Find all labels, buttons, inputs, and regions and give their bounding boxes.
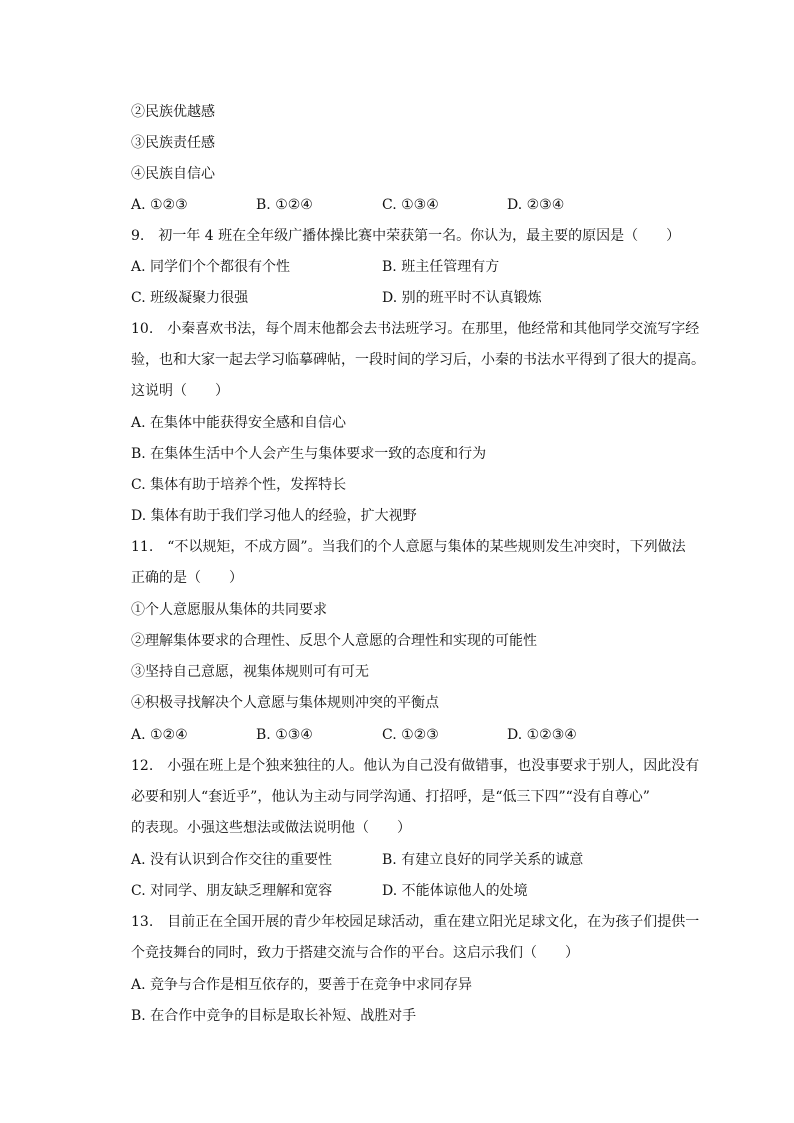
q10-stem-line3: 这说明（ ） [131, 383, 229, 399]
q11-option-d: D. ①②③④ [507, 727, 577, 743]
q9-option-b: B. 班主任管理有方 [382, 259, 500, 275]
q10-option-a: A. 在集体中能获得安全感和自信心 [131, 415, 347, 431]
q9-option-c: C. 班级凝聚力很强 [131, 290, 249, 306]
q11-stem-line2: 正确的是（ ） [131, 570, 243, 586]
q11-option-c: C. ①②③ [382, 727, 439, 743]
q10-option-c: C. 集体有助于培养个性，发挥特长 [131, 477, 347, 493]
q8-option-b: B. ①②④ [256, 197, 313, 213]
q9-stem: 9. 初一年 4 班在全年级广播体操比赛中荣获第一名。你认为，最主要的原因是（ ） [131, 228, 681, 244]
q13-stem-line2: 个竞技舞台的同时，致力于搭建交流与合作的平台。这启示我们（ ） [131, 945, 579, 961]
statement-2: ②民族优越感 [131, 104, 215, 120]
q11-statement-1: ①个人意愿服从集体的共同要求 [131, 602, 327, 618]
q8-option-d: D. ②③④ [507, 197, 565, 213]
q13-option-a: A. 竞争与合作是相互依存的，要善于在竞争中求同存异 [131, 977, 473, 993]
q12-stem-line2: 必要和别人“套近乎”，他认为主动与同学沟通、打招呼，是“低三下四”“没有自尊心” [131, 789, 650, 805]
q11-statement-4: ④积极寻找解决个人意愿与集体规则冲突的平衡点 [131, 695, 439, 711]
q11-option-a: A. ①②④ [131, 727, 188, 743]
q12-option-c: C. 对同学、朋友缺乏理解和宽容 [131, 883, 333, 899]
q9-option-a: A. 同学们个个都很有个性 [131, 259, 291, 275]
q13-stem-line1: 13. 目前正在全国开展的青少年校园足球活动，重在建立阳光足球文化，在为孩子们提供一 [131, 914, 700, 930]
q12-option-a: A. 没有认识到合作交往的重要性 [131, 852, 333, 868]
q12-option-b: B. 有建立良好的同学关系的诚意 [382, 852, 584, 868]
q13-option-b: B. 在合作中竞争的目标是取长补短、战胜对手 [131, 1008, 417, 1024]
q11-stem-line1: 11. “不以规矩，不成方圆”。当我们的个人意愿与集体的某些规则发生冲突时，下列做法 [131, 539, 686, 555]
q10-stem-line1: 10. 小秦喜欢书法，每个周末他都会去书法班学习。在那里，他经常和其他同学交流写字经 [131, 321, 700, 337]
q9-option-d: D. 别的班平时不认真锻炼 [382, 290, 542, 306]
q8-option-c: C. ①③④ [382, 197, 439, 213]
q12-option-d: D. 不能体谅他人的处境 [382, 883, 528, 899]
q10-option-d: D. 集体有助于我们学习他人的经验，扩大视野 [131, 508, 417, 524]
q12-stem-line1: 12. 小强在班上是个独来独往的人。他认为自己没有做错事，也没事要求于别人，因此没有 [131, 758, 700, 774]
statement-4: ④民族自信心 [131, 166, 215, 182]
q11-statement-3: ③坚持自己意愿，视集体规则可有可无 [131, 664, 369, 680]
q10-stem-line2: 验，也和大家一起去学习临摹碑帖，一段时间的学习后，小秦的书法水平得到了很大的提高。 [131, 352, 705, 368]
q11-statement-2: ②理解集体要求的合理性、反思个人意愿的合理性和实现的可能性 [131, 633, 537, 649]
q8-option-a: A. ①②③ [131, 197, 188, 213]
q12-stem-line3: 的表现。小强这些想法或做法说明他（ ） [131, 820, 411, 836]
q10-option-b: B. 在集体生活中个人会产生与集体要求一致的态度和行为 [131, 446, 487, 462]
statement-3: ③民族责任感 [131, 135, 215, 151]
q11-option-b: B. ①③④ [256, 727, 313, 743]
